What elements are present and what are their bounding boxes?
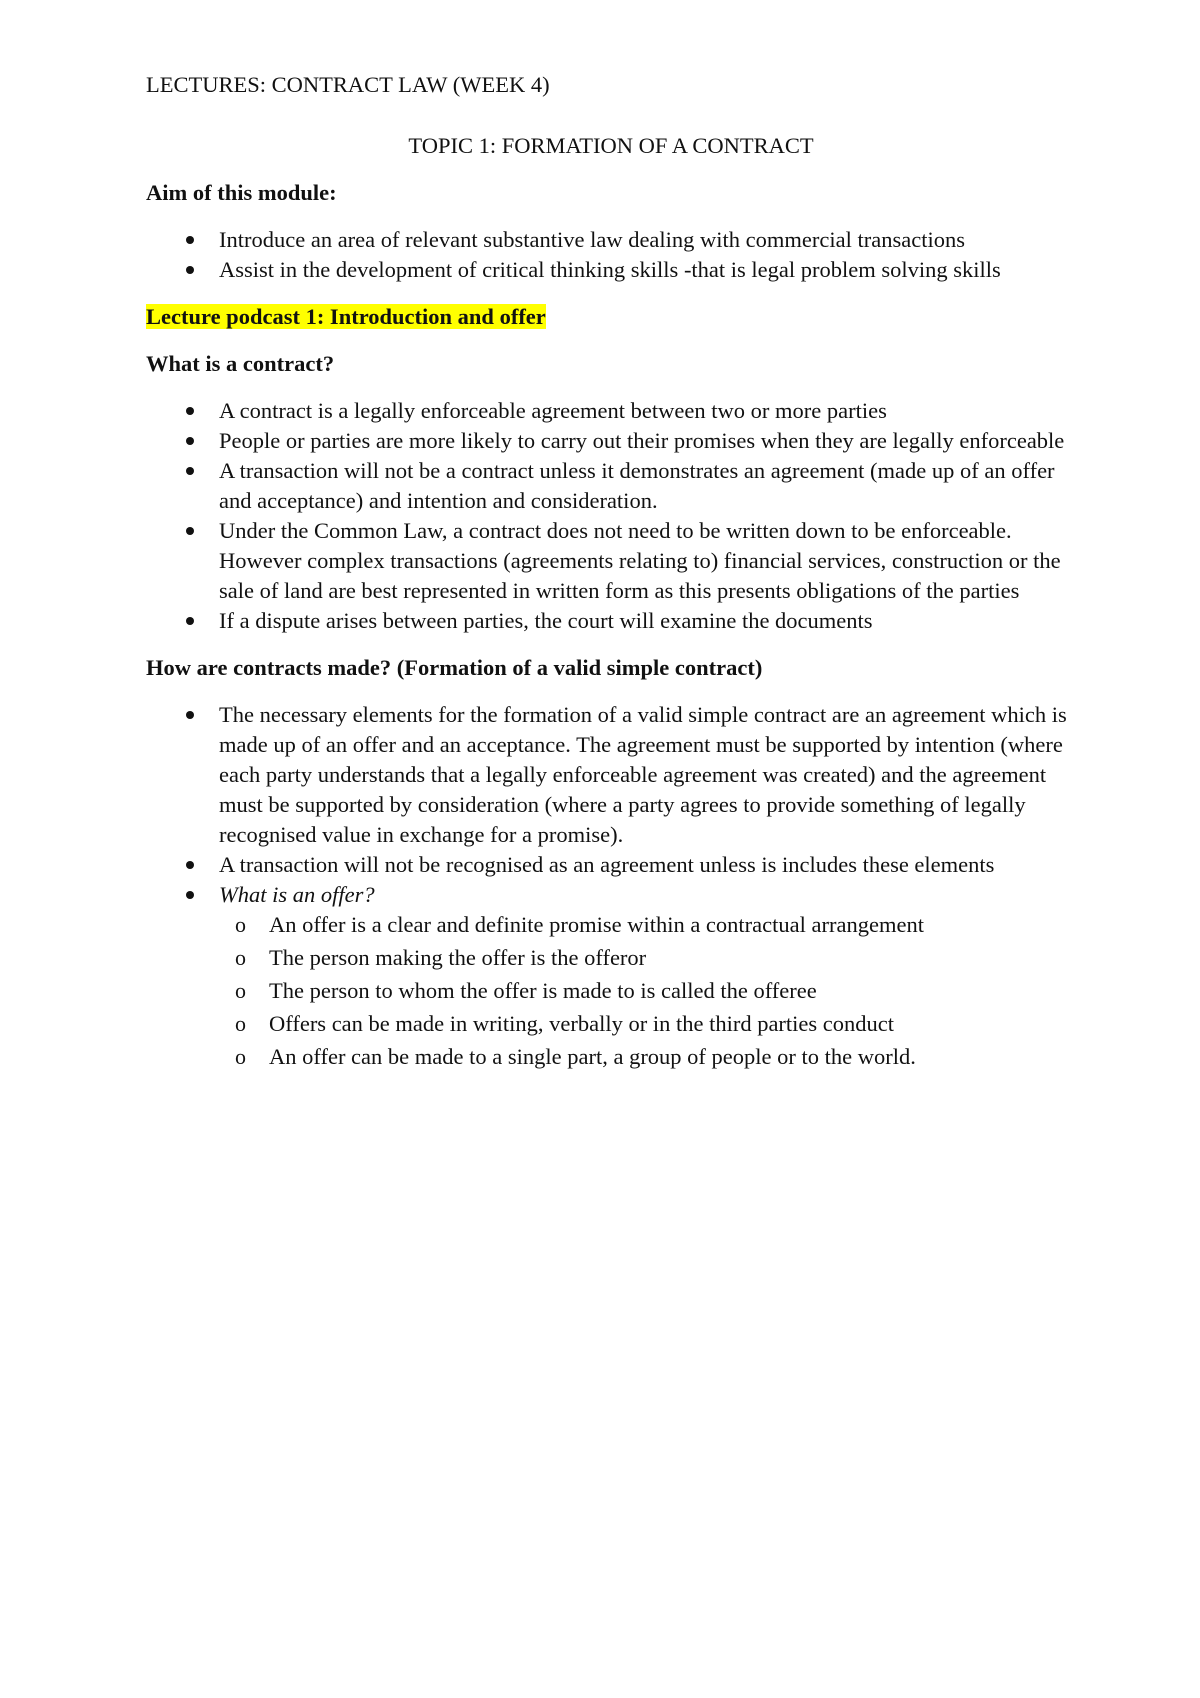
list-item-text: A contract is a legally enforceable agreement between two or more parties	[219, 398, 887, 423]
circle-bullet-icon: o	[235, 978, 246, 1003]
aim-heading: Aim of this module:	[146, 180, 337, 205]
list-item	[146, 396, 1076, 426]
list-item	[146, 225, 1076, 255]
sub-list-item	[219, 1009, 1076, 1039]
list-item	[146, 426, 1076, 456]
aim-list	[146, 225, 1076, 285]
document-header: LECTURES: CONTRACT LAW (WEEK 4)	[146, 72, 550, 97]
bullet-icon	[186, 527, 194, 535]
bullet-icon	[186, 861, 194, 869]
list-item-text: What is an offer?	[219, 882, 375, 907]
circle-bullet-icon: o	[235, 1044, 246, 1069]
topic-title: TOPIC 1: FORMATION OF A CONTRACT	[408, 133, 814, 158]
sub-list-item-text: The person to whom the offer is made to is called the offeree	[269, 978, 817, 1003]
sub-list-item	[219, 910, 1076, 940]
sub-list-item	[219, 1042, 1076, 1072]
circle-bullet-icon: o	[235, 912, 246, 937]
sub-list-item-text: An offer can be made to a single part, a group of people or to the world.	[269, 1044, 916, 1069]
list-item	[146, 850, 1076, 880]
bullet-icon	[186, 891, 194, 899]
highlighted-text: Lecture podcast 1: Introduction and offer	[146, 304, 546, 329]
list-item-text: A transaction will not be a contract unless it demonstrates an agreement (made up of an offer and acceptance) and intention and consideration.	[219, 458, 1055, 513]
bullet-icon	[186, 407, 194, 415]
sub-list-item-text: An offer is a clear and definite promise within a contractual arrangement	[269, 912, 924, 937]
list-item	[146, 456, 1076, 516]
list-item-text: Assist in the development of critical thinking skills -that is legal problem solving skills	[219, 257, 1001, 282]
formation-list	[146, 700, 1076, 1072]
list-item-text: If a dispute arises between parties, the court will examine the documents	[219, 608, 873, 633]
sub-list-item-text: Offers can be made in writing, verbally or in the third parties conduct	[269, 1011, 895, 1036]
bullet-icon	[186, 467, 194, 475]
bullet-icon	[186, 266, 194, 274]
list-item-text: Under the Common Law, a contract does not need to be written down to be enforceable. However complex transactions (agreements relating to) financial services, construction or the sale of land are best represented in written form as this presents obligations of the parties	[219, 518, 1061, 603]
sub-list-item-text: The person making the offer is the offeror	[269, 945, 647, 970]
list-item-text: The necessary elements for the formation of a valid simple contract are an agreement which is made up of an offer and an acceptance. The agreement must be supported by intention (where each party understands that a legally enforceable agreement was created) and the agreement must be supported by consideration (where a party agrees to provide something of legally recognised value in exchange for a promise).	[219, 702, 1067, 847]
list-item	[146, 516, 1076, 606]
list-item-text: A transaction will not be recognised as an agreement unless is includes these elements	[219, 852, 995, 877]
circle-bullet-icon: o	[235, 945, 246, 970]
list-item	[146, 255, 1076, 285]
offer-sublist	[219, 910, 1076, 1072]
list-item-text: People or parties are more likely to carry out their promises when they are legally enforceable	[219, 428, 1065, 453]
document-content	[146, 70, 1076, 1089]
what-is-contract-heading: What is a contract?	[146, 351, 335, 376]
list-item	[146, 700, 1076, 850]
sub-list-item	[219, 943, 1076, 973]
bullet-icon	[186, 711, 194, 719]
bullet-icon	[186, 617, 194, 625]
list-item-text: Introduce an area of relevant substantive law dealing with commercial transactions	[219, 227, 965, 252]
how-made-heading: How are contracts made? (Formation of a valid simple contract)	[146, 655, 763, 680]
contract-list	[146, 396, 1076, 636]
podcast-heading	[146, 302, 1076, 332]
list-item	[146, 606, 1076, 636]
bullet-icon	[186, 437, 194, 445]
circle-bullet-icon: o	[235, 1011, 246, 1036]
list-item-offer	[146, 880, 1076, 1072]
bullet-icon	[186, 236, 194, 244]
sub-list-item	[219, 976, 1076, 1006]
